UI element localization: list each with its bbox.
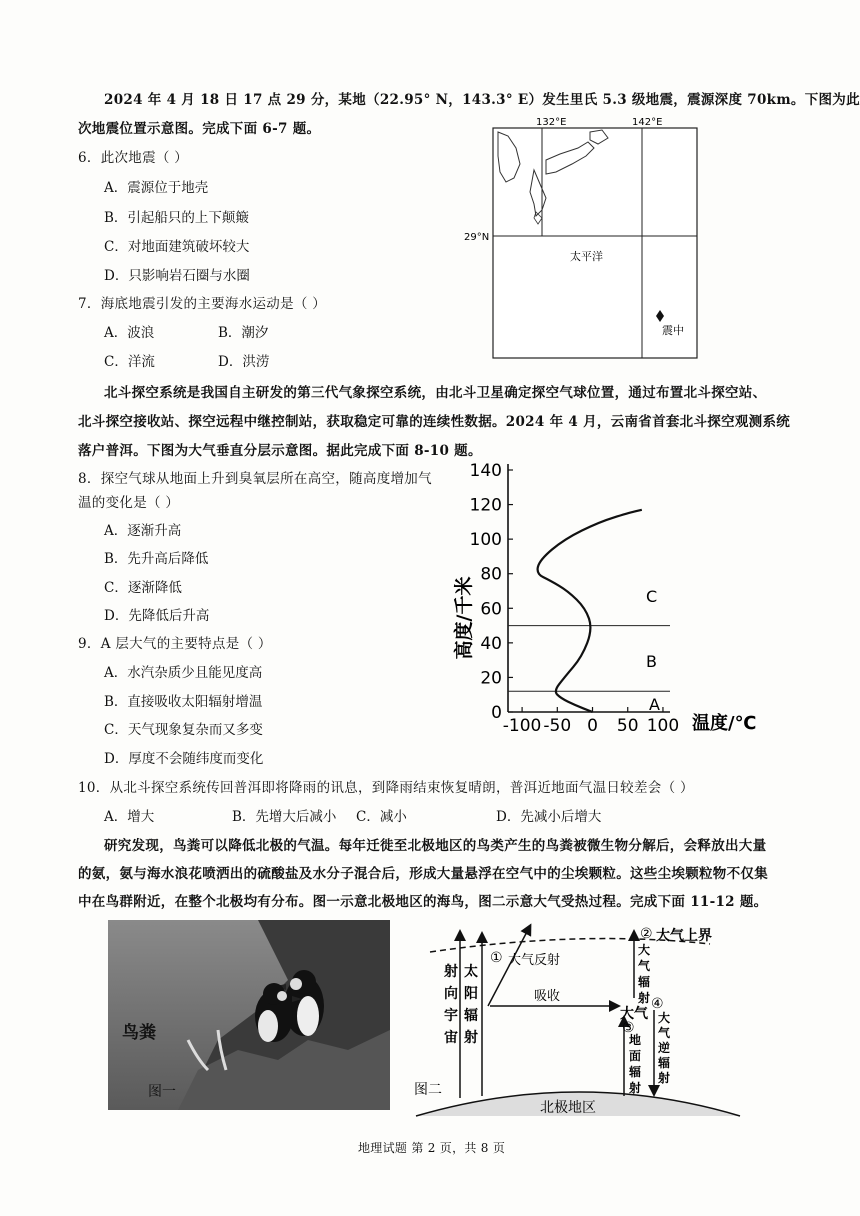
chart-x-tick-label: -100 xyxy=(502,716,542,736)
layer-label-a: A xyxy=(649,695,660,714)
earthquake-map xyxy=(464,112,700,362)
diagram-caption: 图二 xyxy=(414,1082,442,1098)
intro-8-10-line1: 北斗探空系统是我国自主研发的第三代气象探空系统，由北斗卫星确定探空气球位置，通过布置北斗探空站、 xyxy=(104,385,767,401)
intro-11-12-line3: 中在鸟群附近，在整个北极均有分布。图一示意北极地区的海鸟，图二示意大气受热过程。完成下面 11-12 题。 xyxy=(78,894,768,910)
diagram-solar-label: 射 xyxy=(464,1030,478,1046)
diagram-n4: ④ xyxy=(651,996,664,1012)
diagram-counter-radiation-label: 气 xyxy=(658,1026,671,1040)
chart-ylabel: 高度/千米 xyxy=(453,576,475,660)
diagram-atm-radiation-label: 气 xyxy=(638,959,651,973)
chart-y-tick-label: 140 xyxy=(469,461,502,481)
diagram-solar-label: 太 xyxy=(464,964,478,980)
diagram-ground-radiation-label: 射 xyxy=(629,1081,642,1095)
q10-option-c: C．减小 xyxy=(356,809,407,825)
intro-8-10-line2: 北斗探空接收站、探空远程中继控制站，获取稳定可靠的连续性数据。2024 年 4 月，云南省首套北斗探空观测系统 xyxy=(78,414,791,430)
diagram-reflect: 大气反射 xyxy=(508,953,561,968)
question-8-stem-1: 8．探空气球从地面上升到臭氧层所在高空，随高度增加气 xyxy=(78,471,432,487)
question-10-stem: 10．从北斗探空系统传回普洱即将降雨的讯息，到降雨结束恢复晴朗，普洱近地面气温日较差会（ ） xyxy=(78,780,694,796)
diagram-space-label: 射 xyxy=(444,964,458,980)
q6-option-a: A．震源位于地壳 xyxy=(104,180,209,196)
chart-y-tick-label: 40 xyxy=(480,633,502,654)
q10-option-b: B．先增大后减小 xyxy=(232,809,337,825)
q7-option-c: C．洋流 xyxy=(104,354,155,370)
diagram-space-label: 宙 xyxy=(444,1030,458,1046)
question-6-stem: 6．此次地震（ ） xyxy=(78,150,189,166)
chart-x-tick-label: 100 xyxy=(646,716,680,736)
photo-caption: 图一 xyxy=(148,1084,176,1100)
q9-option-a: A．水汽杂质少且能见度高 xyxy=(104,665,263,681)
map-lat-29: 29°N xyxy=(464,232,490,243)
q10-option-a: A．增大 xyxy=(104,809,155,825)
diagram-counter-radiation-label: 逆 xyxy=(658,1041,671,1055)
q6-option-d: D．只影响岩石圈与水圈 xyxy=(104,268,250,284)
chart-y-tick-label: 0 xyxy=(491,703,502,723)
diagram-n2: ② xyxy=(640,926,653,942)
temperature-curve xyxy=(538,510,642,712)
q6-option-c: C．对地面建筑破坏较大 xyxy=(104,239,250,255)
q8-option-b: B．先升高后降低 xyxy=(104,551,209,567)
diagram-solar-label: 辐 xyxy=(464,1008,478,1024)
q8-option-d: D．先降低后升高 xyxy=(104,608,210,624)
map-lon-132: 132°E xyxy=(536,117,567,128)
diagram-counter-radiation-label: 辐 xyxy=(658,1056,671,1070)
diagram-ground-radiation-label: 地 xyxy=(629,1033,642,1047)
chart-y-tick-label: 120 xyxy=(469,495,502,516)
diagram-space-label: 宇 xyxy=(444,1008,458,1024)
diagram-ground-radiation-label: 面 xyxy=(629,1049,642,1063)
q7-option-d: D．洪涝 xyxy=(218,354,270,370)
page-footer: 地理试题 第 2 页，共 8 页 xyxy=(358,1141,506,1155)
question-9-stem: 9．A 层大气的主要特点是（ ） xyxy=(78,636,272,652)
diagram-counter-radiation-label: 大 xyxy=(658,1011,671,1025)
map-lon-142: 142°E xyxy=(632,117,663,128)
chart-y-tick-label: 60 xyxy=(480,599,502,620)
intro-6-7-line1: 2024 年 4 月 18 日 17 点 29 分，某地（22.95° N，143.3° E）发生里氏 5.3 级地震，震源深度 70km。下图为此 xyxy=(104,92,860,108)
diagram-region: 北极地区 xyxy=(540,1100,596,1116)
chart-y-tick-label: 100 xyxy=(469,530,502,551)
diagram-absorb: 吸收 xyxy=(534,989,561,1004)
question-7-stem: 7．海底地震引发的主要海水运动是（ ） xyxy=(78,296,327,312)
q6-option-b: B．引起船只的上下颠簸 xyxy=(104,210,249,226)
q8-option-a: A．逐渐升高 xyxy=(104,523,182,539)
chart-y-tick-label: 80 xyxy=(480,564,502,585)
diagram-n1: ① xyxy=(490,950,503,966)
atmosphere-heating-diagram xyxy=(410,918,755,1118)
chart-x-tick-label: 50 xyxy=(616,716,639,736)
q8-option-c: C．逐渐降低 xyxy=(104,580,182,596)
map-epicenter-label: 震中 xyxy=(662,324,684,337)
layer-label-c: C xyxy=(646,587,658,606)
q9-option-b: B．直接吸收太阳辐射增温 xyxy=(104,694,263,710)
diagram-n3: ③ xyxy=(622,1020,635,1036)
diagram-top-boundary: 大气上界 xyxy=(656,928,712,944)
diagram-atm-radiation-label: 大 xyxy=(638,943,651,957)
diagram-counter-radiation-label: 射 xyxy=(658,1071,671,1085)
diagram-atm-radiation-label: 辐 xyxy=(638,975,651,989)
seabird-photo xyxy=(108,920,390,1110)
chart-x-tick-label: 0 xyxy=(587,716,598,736)
photo-bird-label: 鸟粪 xyxy=(122,1023,156,1043)
q7-option-a: A．波浪 xyxy=(104,325,155,341)
map-ocean-label: 太平洋 xyxy=(570,250,603,263)
atmosphere-layer-chart xyxy=(440,458,770,748)
q9-option-c: C．天气现象复杂而又多变 xyxy=(104,722,263,738)
question-8-stem-2: 温的变化是（ ） xyxy=(78,495,180,511)
diagram-atm-radiation-label: 射 xyxy=(638,991,651,1005)
chart-y-tick-label: 20 xyxy=(480,668,502,689)
chart-xlabel: 温度/℃ xyxy=(692,713,757,734)
diagram-ground-radiation-label: 辐 xyxy=(629,1065,642,1079)
layer-label-b: B xyxy=(646,652,657,671)
q10-option-d: D．先减小后增大 xyxy=(496,809,602,825)
q9-option-d: D．厚度不会随纬度而变化 xyxy=(104,751,264,767)
diagram-solar-label: 阳 xyxy=(464,986,478,1002)
q7-option-b: B．潮汐 xyxy=(218,325,269,341)
diagram-space-label: 向 xyxy=(444,986,458,1002)
intro-11-12-line1: 研究发现，鸟粪可以降低北极的气温。每年迁徙至北极地区的鸟类产生的鸟粪被微生物分解后，会释放出大量 xyxy=(104,838,767,854)
chart-x-tick-label: -50 xyxy=(543,716,572,736)
intro-8-10-line3: 落户普洱。下图为大气垂直分层示意图。据此完成下面 8-10 题。 xyxy=(78,443,482,459)
intro-6-7-line2: 次地震位置示意图。完成下面 6-7 题。 xyxy=(78,121,321,137)
intro-11-12-line2: 的氨，氨与海水浪花喷洒出的硫酸盐及水分子混合后，形成大量悬浮在空气中的尘埃颗粒。这些尘埃颗粒物不仅集 xyxy=(78,866,768,882)
diagram-atmosphere: 大气 xyxy=(620,1006,648,1022)
